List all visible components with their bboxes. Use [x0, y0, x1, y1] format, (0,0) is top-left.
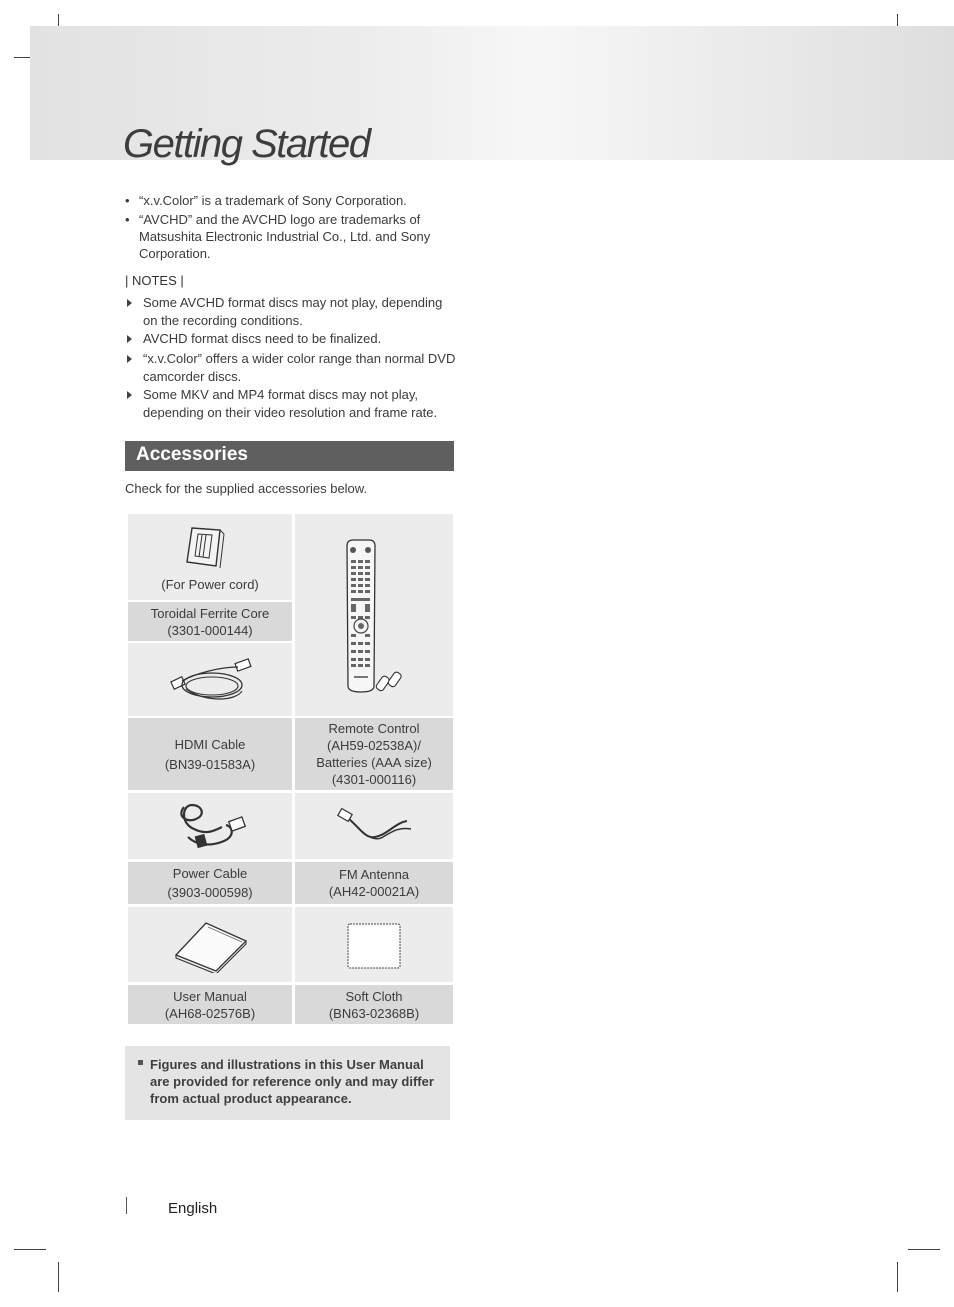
triangle-right-icon: [127, 335, 132, 343]
manual-code: (AH68-02576B): [164, 1005, 256, 1021]
power-code: (3903-000598): [167, 885, 253, 900]
remote-line4: (4301-000116): [331, 772, 417, 787]
triangle-right-icon: [127, 299, 132, 307]
fm-name: FM Antenna: [338, 867, 410, 882]
power-cable-icon: [174, 797, 250, 855]
bullet-dot: •: [125, 212, 130, 227]
remote-line2: (AH59-02538A)/: [327, 738, 421, 753]
fm-antenna-icon: [335, 803, 415, 847]
cloth-code: (BN63-02368B): [328, 1005, 420, 1021]
ferrite-code: (3301-000144): [167, 622, 253, 638]
hdmi-code: (BN39-01583A): [164, 756, 256, 772]
cloth-name: Soft Cloth: [345, 988, 403, 1004]
remote-control-icon: [339, 538, 419, 698]
soft-cloth-icon: [345, 921, 403, 971]
soft-cloth-label: [295, 985, 453, 1024]
crop-mark: [908, 1249, 940, 1250]
section-heading-bar: [125, 441, 454, 471]
bullet-dot: •: [125, 193, 130, 208]
note-text: AVCHD format discs need to be finalized.: [143, 331, 382, 346]
remote-control-label: [295, 718, 453, 790]
power-name: Power Cable: [172, 866, 248, 881]
disclaimer-text: Figures and illustrations in this User Manual are provided for reference only and may differ from actual product appearance.: [150, 1057, 434, 1106]
page-title: Getting Started: [123, 122, 370, 166]
fm-antenna-label: [295, 862, 453, 904]
remote-line1: Remote Control: [328, 721, 420, 736]
manual-name: User Manual: [173, 988, 247, 1004]
user-manual-icon: [172, 919, 252, 973]
footer-language: English: [168, 1200, 218, 1217]
hdmi-cable-icon: [166, 655, 256, 705]
footer-divider: [126, 1197, 127, 1214]
notes-heading: | NOTES |: [125, 273, 184, 288]
trademark-text: “x.v.Color” is a trademark of Sony Corporation.: [139, 193, 407, 208]
crop-mark: [14, 1249, 46, 1250]
trademark-text: “AVCHD” and the AVCHD logo are trademarks of Matsushita Electronic Industrial Co., Ltd. and Sony Corporation.: [139, 212, 431, 261]
triangle-right-icon: [127, 355, 132, 363]
user-manual-label: [128, 985, 292, 1024]
disclaimer-box: [125, 1046, 450, 1120]
power-cable-label: [128, 862, 292, 904]
triangle-right-icon: [127, 391, 132, 399]
accessories-intro: Check for the supplied accessories below.: [125, 481, 368, 496]
power-cable-image-cell: [128, 793, 292, 859]
fm-code: (AH42-00021A): [328, 884, 420, 899]
soft-cloth-image-cell: [295, 907, 453, 982]
note-text: Some MKV and MP4 format discs may not play, depending on their video resolution and frame rate.: [143, 387, 438, 420]
section-heading: Accessories: [136, 444, 248, 465]
note-text: Some AVCHD format discs may not play, depending on the recording conditions.: [143, 295, 443, 328]
fm-antenna-image-cell: [295, 793, 453, 859]
ferrite-caption: (For Power cord): [161, 577, 259, 592]
crop-mark: [58, 1262, 59, 1292]
hdmi-cable-image-cell: [128, 643, 292, 716]
square-bullet-icon: [138, 1060, 143, 1065]
hdmi-name: HDMI Cable: [174, 736, 246, 752]
crop-mark: [897, 1262, 898, 1292]
ferrite-core-label: [128, 602, 292, 641]
note-text: “x.v.Color” offers a wider color range than normal DVD camcorder discs.: [143, 351, 456, 384]
remote-control-image-cell: [295, 514, 453, 716]
ferrite-core-image-cell: [128, 514, 292, 600]
remote-line3: Batteries (AAA size): [316, 755, 432, 770]
ferrite-core-icon: [182, 520, 232, 570]
ferrite-name: Toroidal Ferrite Core: [150, 605, 270, 621]
user-manual-image-cell: [128, 907, 292, 982]
hdmi-cable-label: [128, 718, 292, 790]
